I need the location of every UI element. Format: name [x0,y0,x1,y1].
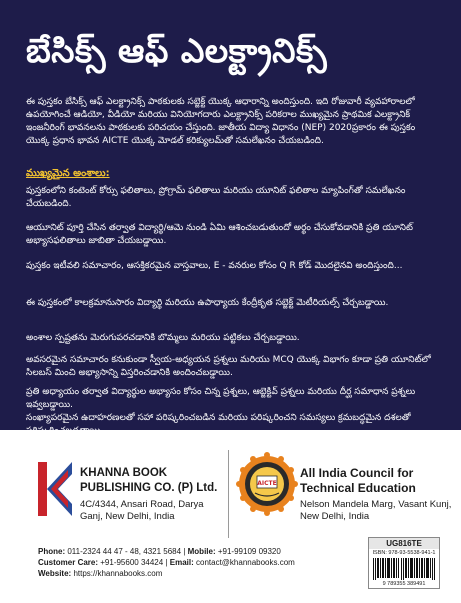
highlights-heading: ముఖ్యమైన అంశాలు: [26,168,110,179]
website-label: Website: [38,569,72,578]
aicte-seal-icon [237,453,297,515]
phone-value[interactable]: 011-2324 44 47 - 48, 4321 5684 [67,547,182,556]
phone-label: Phone: [38,547,66,556]
highlight-item: ఆయూనిట్ పూర్తి చేసిన తర్వాత విద్యార్థి/ఆమె నుండి ఏమి ఆశించబడుతుందో అర్థం చేసుకోవడానికి ప్రతి యూనిట్ అభ్యాసఫలితాలు జాబితా చేయబడ్డాయి. [26,223,413,246]
highlight-item: సంఖ్యాపరమైన ఉదాహరణలతో సహా పరిష్కరించబడిన మరియు పరిష్కరించని సమస్యలు క్రమబద్ధమైన దశలతో [26,413,411,423]
aicte-name: All India Council for Technical Education [300,466,416,495]
aicte-seal-text: AICTE [257,480,277,487]
product-code: UG816TE [369,538,439,549]
highlight-item: ఈ పుస్తకంలో కాలక్రమానుసారం విద్యార్థి మరియు ఉపాధ్యాయ కేంద్రీకృత సబ్జెక్ట్ మెటీరియల్స్ చేర్చబడ్డాయి. [26,298,389,308]
mobile-label: Mobile: [187,547,216,556]
barcode-icon [373,558,435,580]
website-link[interactable]: https://khannabooks.com [73,569,163,578]
aicte-address: Nelson Mandela Marg, Vasant Kunj, New Delhi, India [300,499,452,522]
separator: | [183,547,186,556]
isbn-text: ISBN: 978-93-5538-941-1 [372,550,436,556]
customer-care-value[interactable]: +91-95600 34424 [100,558,164,567]
khanna-logo-icon [38,462,72,516]
mobile-value[interactable]: +91-99109 09320 [217,547,281,556]
publisher-address: 4C/4344, Ansari Road, Darya Ganj, New Delhi, India [80,499,204,522]
book-title: బేసిక్స్ ఆఫ్ ఎలక్ట్రానిక్స్ [26,31,328,70]
contact-phone-line [38,546,281,557]
separator: | [165,558,168,567]
publisher-name: KHANNA BOOK PUBLISHING CO. (P) Ltd. [80,467,218,494]
highlight-item: పుస్తకంలోని కంటెంట్ కోర్సు ఫలితాలు, ప్రోగ్రామ్ ఫలితాలు మరియు యూనిట్ ఫలితాల మ్యాపింగ్‌తో సమలేఖనం చేయబడింది. [26,186,406,209]
divider [228,450,229,538]
contact-care-line [38,557,295,568]
highlight-item: అవసరమైన సమాచారం కనుకుండా స్వీయ-అధ్యయన ప్రశ్నలు మరియు MCQ యొక్క విభాగం కూడా ప్రతి యూనిట్‌లో సిలబస్ మించి అభ్యాసాన్ని విస్తరించడానికి అందించబడ్డాయి. [26,355,431,378]
email-label: Email: [169,558,194,567]
highlight-item: పుస్తకం ఇటీవలి సమాచారం, ఆసక్తికరమైన వాస్తవాలు, E - వనరుల కోసం Q R కోడ్ మొదలైనవి అందిస్తుంది... [26,261,403,271]
contact-website-line [38,568,162,579]
customer-care-label: Customer Care: [38,558,99,567]
book-description: ఈ పుస్తకం బేసిక్స్ ఆఫ్ ఎలక్ట్రానిక్స్ పాఠకులకు సబ్జెక్ట్ యొక్క ఆధారాన్ని అందిస్తుంది. ఇది రోజువారీ వ్యవహారాలలో ఉపయోగించే ఆడియో, వీడియో మరియు వినియోగదారు ఎలక్ట్రానిక్స్ పరికరాల ముఖ్యమైన ప్రాథమిక ఎలక్ట్రానిక్ ఇంజనీరింగ్ భావనలను పాఠకులకు పరిచయం చేస్తుంది. జాతీయ విద్యా విధానం (NEP) 2020ప్రకారం ఈ పుస్తకం యొక్క ప్రధాన భావన AICTE యొక్క మోడల్ కరిక్యులమ్‌తో సమలేఖనం చేయబడింది. [26,97,416,146]
barcode-number: 9 789355 389491 [382,581,426,587]
highlight-item: ప్రతి అధ్యాయం తర్వాత విద్యార్థుల అభ్యాసం కోసం చిన్న ప్రశ్నలు, ఆబ్జెక్టివ్ ప్రశ్నలు మరియు దీర్ఘ సమాధాన ప్రశ్నలు ఇవ్వబడ్డాయి. [26,387,416,410]
email-value[interactable]: contact@khannabooks.com [196,558,295,567]
highlight-item: అంశాల స్పష్టతను మెరుగుపరచడానికి బొమ్మలు మరియు పట్టికలు చేర్చబడ్డాయి. [26,333,300,343]
barcode-box [368,537,440,589]
